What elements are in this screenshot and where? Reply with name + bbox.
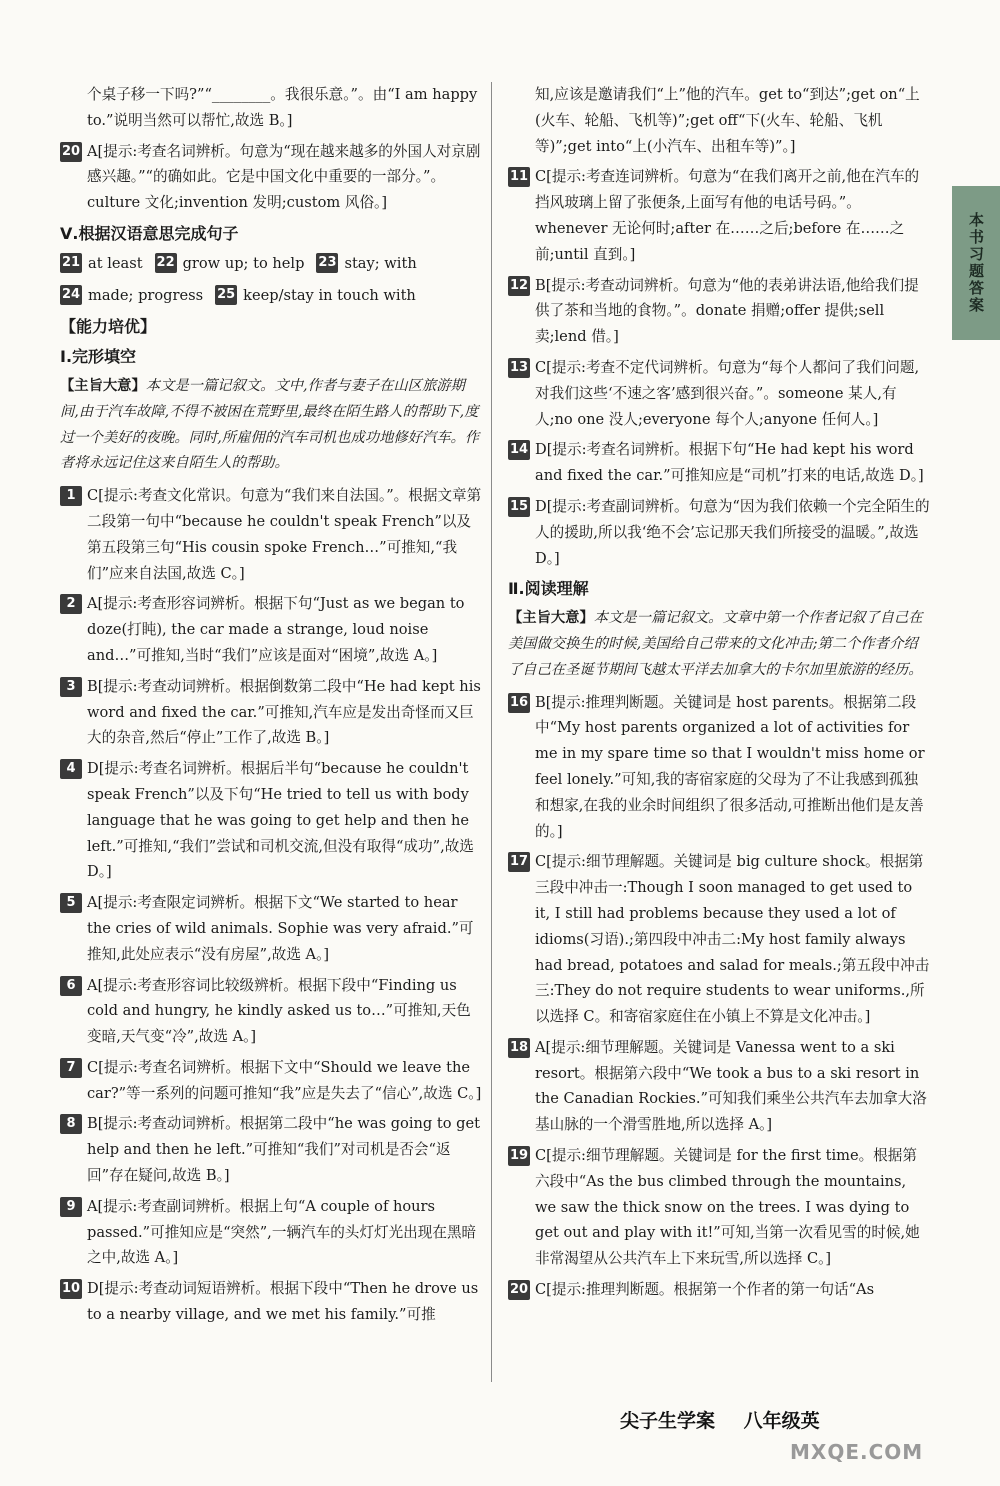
summary-label: 【主旨大意】 <box>508 610 594 627</box>
question-number-badge: 8 <box>60 1114 82 1134</box>
answer-text: D[提示:考查名词辨析。根据下句“He had kept his word and fixed the car.”可推知应是“司机”打来的电话,故选 D。] <box>535 441 924 485</box>
question-number-badge: 10 <box>60 1279 82 1299</box>
answer-text: made; progress <box>88 286 204 304</box>
answer-item <box>508 849 930 1030</box>
answer-item <box>60 973 482 1050</box>
answer-text: B[提示:考查动词辨析。根据第二段中“he was going to get help and then he left.”可推知“我们”对司机是否会“返回”存在疑问,故选 B。] <box>87 1115 481 1185</box>
question-number-badge: 22 <box>155 253 177 273</box>
question-number-badge: 13 <box>508 358 530 378</box>
summary-text: 本文是一篇记叙文。文章中第一个作者记叙了自己在美国做交换生的时候,美国给自己带来的文化冲击;第二个作者介绍了自己在圣诞节期间飞越太平洋去加拿大的卡尔加里旅游的经历。 <box>508 610 923 678</box>
summary-text: 本文是一篇记叙文。文中,作者与妻子在山区旅游期间,由于汽车故障,不得不被困在荒野里,最终在陌生路人的帮助下,度过一个美好的夜晚。同时,所雇佣的汽车司机也成功地修好汽车。作者将永远记住这来自陌生人的帮助。 <box>60 377 480 472</box>
answer-item <box>60 1276 482 1328</box>
answer-text: D[提示:考查动词短语辨析。根据下段中“Then he drove us to a nearby village, and we met his family.”可推 <box>87 1280 479 1324</box>
question-number-badge: 21 <box>60 253 82 273</box>
answer-text: A[提示:考查副词辨析。根据上句“A couple of hours passed.”可推知应是“突然”,一辆汽车的头灯灯光出现在黑暗之中,故选 A。] <box>87 1197 477 1267</box>
answer-text: C[提示:细节理解题。关键词是 for the first time。根据第六段中“As the bus climbed through the mountains, we saw the thick snow on the trees. I was dying to get out and play with it!”可知,当第一次看见雪的时候,她非常渴望从公共汽车上下来玩雪,所以选择 C。] <box>535 1147 920 1268</box>
answer-item <box>60 591 482 668</box>
inline-answer <box>60 283 203 309</box>
answer-item <box>60 139 482 216</box>
question-number-badge: 24 <box>60 285 82 305</box>
answer-item <box>508 1277 930 1303</box>
summary-paragraph <box>508 606 930 683</box>
section-heading: Ⅴ.根据汉语意思完成句子 <box>60 223 239 243</box>
answer-item <box>508 437 930 489</box>
inline-answer-row <box>60 283 482 309</box>
answer-text: A[提示:细节理解题。关键词是 Vanessa went to a ski resort。根据第六段中“We took a bus to a ski resort in the Canadian Rockies.”可知我们乘坐公共汽车去加拿大洛基山脉的一个滑雪胜地,所以选择 A。] <box>535 1038 927 1134</box>
question-number-badge: 11 <box>508 167 530 187</box>
answer-item <box>508 1035 930 1138</box>
question-number-badge: 1 <box>60 486 82 506</box>
summary-paragraph <box>60 374 482 477</box>
question-number-badge: 12 <box>508 276 530 296</box>
inline-answer <box>155 251 305 277</box>
answer-text: stay; with <box>344 254 417 272</box>
answer-item <box>60 890 482 967</box>
answer-text: A[提示:考查形容词比较级辨析。根据下段中“Finding us cold and hungry, he kindly asked us to…”可推知,天色变暗,天气变“冷”,故选 A。] <box>87 976 471 1046</box>
answer-text: C[提示:考查名词辨析。根据下文中“Should we leave the car?”等一系列的问题可推知“我”应是失去了“信心”,故选 C。] <box>87 1058 482 1102</box>
answer-item <box>508 494 930 571</box>
answer-text: C[提示:考查不定代词辨析。句意为“每个人都问了我们问题,对我们这些‘不速之客’感到很兴奋。”。someone 某人,有人;no one 没人;everyone 每个人;anyone 任何人。] <box>535 358 920 428</box>
question-number-badge: 18 <box>508 1038 530 1058</box>
question-number-badge: 25 <box>215 285 237 305</box>
answer-text: B[提示:推理判断题。关键词是 host parents。根据第二段中“My host parents organized a lot of activities for me in my spare time so that I wouldn't miss home or feel lonely.”可知,我的寄宿家庭的父母为了不让我感到孤独和想家,在我的业余时间组织了很多活动,可推断出他们是友善的。] <box>535 693 925 840</box>
answer-text: at least <box>88 254 143 272</box>
answer-item <box>508 690 930 845</box>
left-column <box>60 82 482 1333</box>
inline-answer <box>215 283 416 309</box>
right-column <box>508 82 930 1308</box>
answer-text: B[提示:考查动词辨析。句意为“他的表弟讲法语,他给我们提供了茶和当地的食物。”。donate 捐赠;offer 提供;sell 卖;lend 借。] <box>535 276 919 346</box>
answer-text: C[提示:推理判断题。根据第一个作者的第一句话“As <box>535 1281 875 1299</box>
answer-item <box>60 1111 482 1188</box>
answer-text: C[提示:考查文化常识。句意为“我们来自法国。”。根据文章第二段第一句中“because he couldn't speak French”以及第五段第三句“His cousin spoke French…”可推知,“我们”应来自法国,故选 C。] <box>87 487 482 582</box>
answer-text: B[提示:考查动词辨析。根据倒数第二段中“He had kept his word and fixed the car.”可推知,汽车应是发出奇怪而又巨大的杂音,然后“停止”工作了,故选 B。] <box>87 677 481 747</box>
answer-text: grow up; to help <box>182 254 305 272</box>
answer-text: C[提示:细节理解题。关键词是 big culture shock。根据第三段中冲击一:Though I soon managed to get used to it, I still had problems because they used a lot of idioms(习语).;第四段中冲击二:My host family always had bread, potatoes and salad for meals.;第五段中冲击三:They do not require students to wear uniforms.,所以选择 C。和寄宿家庭住在小镇上不算是文化冲击。] <box>535 853 930 1026</box>
answer-item <box>60 674 482 751</box>
section-heading: 【能力培优】 <box>60 317 157 337</box>
answer-item <box>508 273 930 350</box>
answer-text: keep/stay in touch with <box>243 286 416 304</box>
question-number-badge: 4 <box>60 759 82 779</box>
column-divider <box>491 82 492 1382</box>
answer-text: A[提示:考查形容词辨析。根据下句“Just as we began to doze(打盹), the car made a strange, loud noise and…”可推知,当时“我们”应该是面对“困境”,故选 A。] <box>87 595 465 664</box>
answer-item <box>508 1143 930 1272</box>
answer-text: A[提示:考查名词辨析。句意为“现在越来越多的外国人对京剧感兴趣。”“的确如此。它是中国文化中重要的一部分。”。culture 文化;invention 发明;custom 风俗。] <box>87 142 481 212</box>
answer-text: C[提示:考查连词辨析。句意为“在我们离开之前,他在汽车的挡风玻璃上留了张便条,上面写有他的电话号码。”。whenever 无论何时;after 在……之后;before 在……之前;until 直到。] <box>535 168 920 263</box>
question-number-badge: 14 <box>508 440 530 460</box>
side-tab[interactable]: 本书习题答案 <box>952 186 1000 340</box>
answer-item <box>60 1194 482 1271</box>
answer-continuation: 个桌子移一下吗?”“________。我很乐意。”。由“I am happy to.”说明当然可以帮忙,故选 B。] <box>87 86 478 129</box>
answer-item <box>508 355 930 432</box>
page-footer <box>620 1406 842 1433</box>
inline-answer <box>60 251 143 277</box>
question-number-badge: 16 <box>508 693 530 713</box>
question-number-badge: 7 <box>60 1058 82 1078</box>
answer-item <box>60 1055 482 1107</box>
question-number-badge: 9 <box>60 1197 82 1217</box>
answer-item <box>60 756 482 885</box>
question-number-badge: 23 <box>316 253 338 273</box>
summary-label: 【主旨大意】 <box>60 377 146 394</box>
question-number-badge: 2 <box>60 594 82 614</box>
answer-item <box>508 164 930 267</box>
answer-item <box>60 483 482 586</box>
question-number-badge: 6 <box>60 976 82 996</box>
question-number-badge: 19 <box>508 1146 530 1166</box>
answer-text: D[提示:考查副词辨析。句意为“因为我们依赖一个完全陌生的人的援助,所以我‘绝不会’忘记那天我们所接受的温暖。”,故选 D。] <box>535 497 930 567</box>
answer-continuation: 知,应该是邀请我们“上”他的汽车。get to“到达”;get on“上(火车、轮船、飞机等)”;get off“下(火车、轮船、飞机等)”;get into“上(小汽车、出租车等)”。] <box>535 86 920 155</box>
answer-text: D[提示:考查名词辨析。根据后半句“because he couldn't speak French”以及下句“He tried to tell us with body language that he was going to get help and then he left.”可推知,“我们”尝试和司机交流,但没有取得“成功”,故选 D。] <box>87 760 474 881</box>
section-heading: Ⅰ.完形填空 <box>60 347 137 367</box>
question-number-badge: 5 <box>60 893 82 913</box>
inline-answer-row <box>60 251 482 277</box>
inline-answer <box>316 251 416 277</box>
question-number-badge: 17 <box>508 852 530 872</box>
footer-brand: 尖子生学案 <box>620 1410 716 1432</box>
question-number-badge: 15 <box>508 497 530 517</box>
section-heading: Ⅱ.阅读理解 <box>508 579 589 599</box>
question-number-badge: 20 <box>508 1280 530 1300</box>
question-number-badge: 3 <box>60 677 82 697</box>
answer-text: A[提示:考查限定词辨析。根据下文“We started to hear the cries of wild animals. Sophie was very afraid.”可推知,此处应表示“没有房屋”,故选 A。] <box>87 894 474 963</box>
question-number-badge: 20 <box>60 142 82 162</box>
footer-grade: 八年级英 <box>743 1410 820 1432</box>
watermark: MXQE.COM <box>790 1440 924 1464</box>
